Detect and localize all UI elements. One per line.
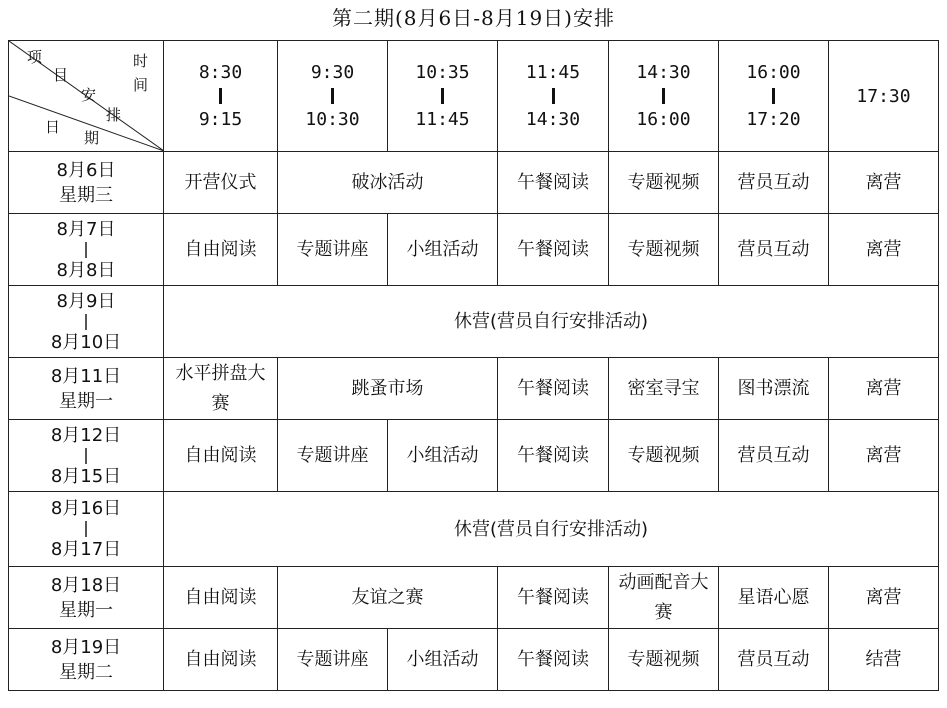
time-start: 16:00 <box>746 62 801 83</box>
time-range-separator <box>441 88 444 104</box>
activity-cell: 营员互动 <box>719 629 829 691</box>
time-range-separator <box>331 88 334 104</box>
date-cell <box>9 492 164 567</box>
date-line-1: 8月6日 <box>56 159 116 181</box>
activity-cell: 结营 <box>829 629 939 691</box>
corner-header-cell <box>9 41 164 152</box>
date-cell <box>9 214 164 286</box>
date-line-1: 8月16日 <box>50 498 122 519</box>
time-start: 14:30 <box>636 62 691 83</box>
activity-cell: 离营 <box>829 152 939 214</box>
date-line-1: 8月12日 <box>50 424 122 446</box>
date-cell <box>9 567 164 629</box>
time-end: 10:30 <box>305 109 360 130</box>
activity-cell: 自由阅读 <box>164 629 278 691</box>
time-slot-header <box>278 41 388 152</box>
activity-cell: 专题讲座 <box>278 420 388 492</box>
activity-cell: 小组活动 <box>388 629 498 691</box>
activity-cell: 营员互动 <box>719 152 829 214</box>
date-line-2: 8月17日 <box>50 539 122 560</box>
date-cell <box>9 629 164 691</box>
date-cell <box>9 152 164 214</box>
date-cell <box>9 286 164 358</box>
time-end: 9:15 <box>198 109 243 130</box>
time-slot-header <box>164 41 278 152</box>
date-line-1: 8月7日 <box>56 218 116 240</box>
schedule-row <box>9 358 939 420</box>
activity-cell: 专题视频 <box>609 629 719 691</box>
activity-cell: 开营仪式 <box>164 152 278 214</box>
corner-item-char: 目 <box>53 66 69 84</box>
time-slot-header <box>388 41 498 152</box>
activity-cell: 专题讲座 <box>278 214 388 286</box>
schedule-row <box>9 629 939 691</box>
activity-cell: 友谊之赛 <box>278 567 498 629</box>
activity-cell: 离营 <box>829 358 939 420</box>
activity-cell: 小组活动 <box>388 214 498 286</box>
date-range-separator <box>85 521 87 537</box>
schedule-row <box>9 152 939 214</box>
date-line-2: 8月15日 <box>50 465 122 487</box>
header-row <box>9 41 939 152</box>
time-range-separator <box>552 88 555 104</box>
activity-cell: 星语心愿 <box>719 567 829 629</box>
activity-cell: 专题讲座 <box>278 629 388 691</box>
activity-cell: 自由阅读 <box>164 214 278 286</box>
date-line-1: 8月9日 <box>56 290 116 312</box>
activity-cell: 午餐阅读 <box>498 214 609 286</box>
time-slot-header <box>498 41 609 152</box>
activity-cell: 营员互动 <box>719 214 829 286</box>
schedule-row <box>9 286 939 358</box>
date-range-separator <box>85 314 87 330</box>
date-cell <box>9 358 164 420</box>
time-end: 11:45 <box>415 109 470 130</box>
schedule-row <box>9 567 939 629</box>
activity-cell: 离营 <box>829 567 939 629</box>
corner-item-char: 安 <box>81 86 97 104</box>
activity-cell: 密室寻宝 <box>609 358 719 420</box>
time-range-separator <box>662 88 665 104</box>
time-slot-header <box>609 41 719 152</box>
activity-cell: 休营(营员自行安排活动) <box>164 492 939 567</box>
activity-cell: 午餐阅读 <box>498 629 609 691</box>
activity-cell: 小组活动 <box>388 420 498 492</box>
activity-cell: 午餐阅读 <box>498 567 609 629</box>
date-line-2: 星期一 <box>59 599 113 621</box>
activity-cell: 午餐阅读 <box>498 358 609 420</box>
activity-cell: 动画配音大赛 <box>609 567 719 629</box>
date-line-2: 8月10日 <box>50 331 122 353</box>
date-line-2: 星期一 <box>59 390 113 412</box>
activity-cell: 自由阅读 <box>164 567 278 629</box>
date-line-1: 8月18日 <box>50 574 122 596</box>
corner-time-char: 间 <box>133 76 149 94</box>
time-start: 9:30 <box>310 62 355 83</box>
corner-date-char: 日 <box>45 118 61 136</box>
activity-cell: 离营 <box>829 420 939 492</box>
time-range-separator <box>219 88 222 104</box>
activity-cell: 专题视频 <box>609 214 719 286</box>
date-line-2: 星期二 <box>59 661 113 683</box>
activity-cell: 营员互动 <box>719 420 829 492</box>
activity-cell: 离营 <box>829 214 939 286</box>
corner-item-char: 排 <box>106 106 122 124</box>
corner-date-char: 期 <box>84 129 100 147</box>
time-end: 16:00 <box>636 109 691 130</box>
time-range-separator <box>772 88 775 104</box>
time-start: 17:30 <box>856 85 911 107</box>
corner-time-char: 时 <box>133 52 149 70</box>
date-cell <box>9 420 164 492</box>
time-end: 17:20 <box>746 109 801 130</box>
schedule-row <box>9 420 939 492</box>
activity-cell: 跳蚤市场 <box>278 358 498 420</box>
schedule-row <box>9 492 939 567</box>
activity-cell: 专题视频 <box>609 152 719 214</box>
activity-cell: 自由阅读 <box>164 420 278 492</box>
date-line-1: 8月11日 <box>50 365 122 387</box>
date-range-separator <box>85 448 87 464</box>
time-start: 11:45 <box>525 62 581 83</box>
date-line-2: 星期三 <box>59 184 113 206</box>
activity-cell: 专题视频 <box>609 420 719 492</box>
activity-cell: 破冰活动 <box>278 152 498 214</box>
date-range-separator <box>85 242 87 258</box>
time-start: 10:35 <box>415 62 470 83</box>
time-start: 8:30 <box>198 62 243 83</box>
date-line-2: 8月8日 <box>56 259 116 281</box>
time-slot-header <box>719 41 829 152</box>
activity-cell: 水平拼盘大赛 <box>164 358 278 420</box>
date-line-1: 8月19日 <box>50 636 122 658</box>
schedule-table <box>8 40 939 691</box>
activity-cell: 图书漂流 <box>719 358 829 420</box>
time-end: 14:30 <box>525 109 581 130</box>
page-title: 第二期(8月6日-8月19日)安排 <box>332 6 615 30</box>
time-slot-header <box>829 41 939 152</box>
activity-cell: 午餐阅读 <box>498 152 609 214</box>
corner-item-char: 项 <box>27 48 43 66</box>
activity-cell: 休营(营员自行安排活动) <box>164 286 939 358</box>
schedule-row <box>9 214 939 286</box>
activity-cell: 午餐阅读 <box>498 420 609 492</box>
